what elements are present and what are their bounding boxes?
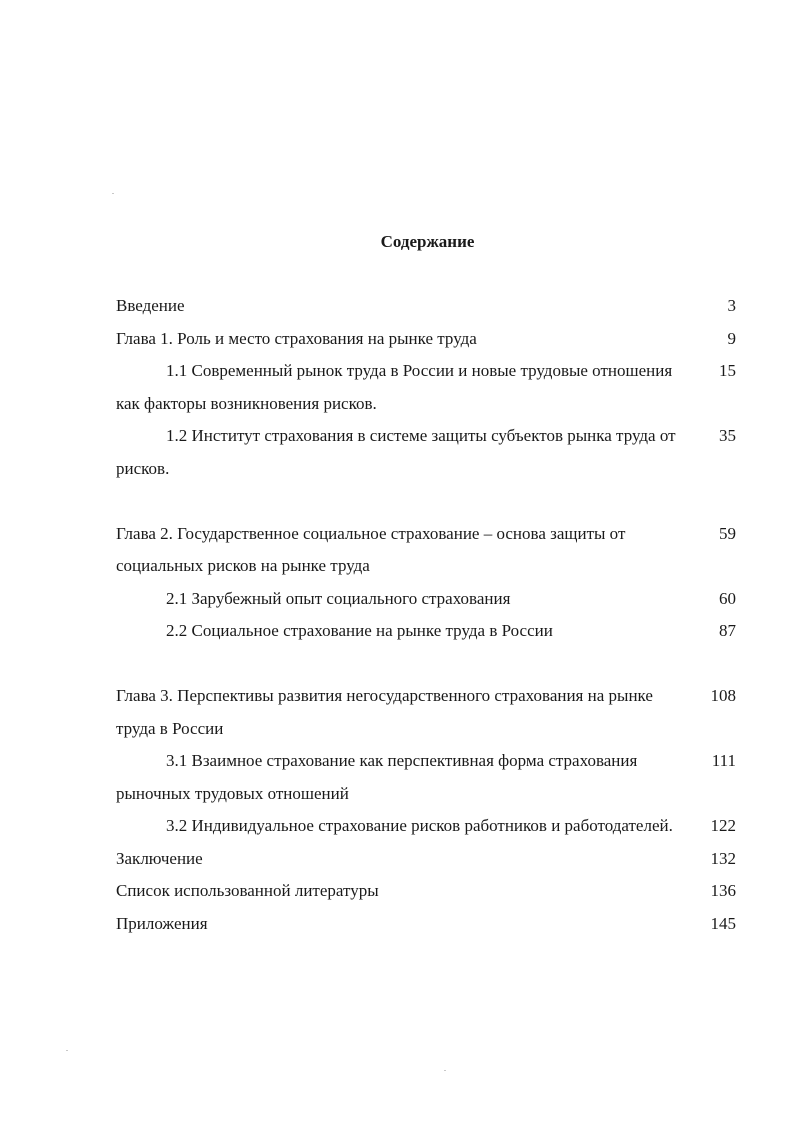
- toc-entry-section-3-1: [116, 745, 736, 810]
- toc-entry-page: 59: [719, 523, 736, 543]
- toc-entry-text: 1.1 Современный рынок труда в России и новые трудовые отношения как факторы возникновения рисков.: [116, 361, 673, 413]
- toc-entry-chapter-2: [116, 518, 736, 583]
- table-of-contents: [116, 290, 736, 940]
- spacer: [116, 485, 736, 518]
- toc-entry-chapter-1: [116, 323, 736, 356]
- toc-entry-text: Глава 2. Государственное социальное страхование – основа защиты от социальных рисков на рынке труда: [116, 523, 626, 575]
- toc-entry-section-1-2: [116, 420, 736, 485]
- toc-entry-page: 15: [719, 361, 736, 380]
- toc-entry-text: Заключение: [116, 848, 203, 868]
- toc-entry-text: 2.2 Социальное страхование на рынке труда в России: [166, 621, 553, 640]
- toc-entry-page: 111: [711, 751, 736, 770]
- toc-entry-text: Приложения: [116, 913, 208, 933]
- scan-speck: [444, 1070, 446, 1071]
- toc-entry-section-1-1: [116, 355, 736, 420]
- toc-entry-page: 145: [710, 913, 736, 933]
- toc-entry-text: Список использованной литературы: [116, 881, 379, 900]
- toc-entry-text: 2.1 Зарубежный опыт социального страхования: [166, 588, 511, 608]
- scan-speck: [66, 1050, 68, 1051]
- spacer: [116, 648, 736, 681]
- toc-entry-page: 136: [710, 881, 736, 900]
- toc-entry-text: Введение: [116, 296, 185, 315]
- page-title: Содержание: [380, 232, 475, 251]
- toc-entry-section-2-1: [116, 583, 736, 616]
- toc-entry-page: 87: [719, 621, 736, 640]
- toc-entry-text: 1.2 Институт страхования в системе защиты субъектов рынка труда от рисков.: [116, 426, 676, 478]
- toc-entry-bibliography: [116, 875, 736, 908]
- toc-entry-page: 122: [710, 816, 736, 835]
- toc-entry-conclusion: [116, 843, 736, 876]
- toc-entry-page: 60: [719, 588, 736, 608]
- toc-entry-appendices: [116, 908, 736, 941]
- toc-entry-text: 3.1 Взаимное страхование как перспективная форма страхования рыночных трудовых отношений: [116, 751, 638, 803]
- toc-entry-page: 108: [710, 686, 736, 705]
- toc-entry-section-3-2: [116, 810, 736, 843]
- toc-entry-page: 9: [727, 328, 736, 348]
- toc-entry-text: 3.2 Индивидуальное страхование рисков работников и работодателей.: [166, 816, 673, 835]
- toc-entry-section-2-2: [116, 615, 736, 648]
- toc-entry-page: 3: [727, 296, 736, 315]
- toc-entry-chapter-3: [116, 680, 736, 745]
- toc-entry-page: 35: [719, 426, 736, 445]
- toc-entry-page: 132: [710, 848, 736, 868]
- toc-entry-text: Глава 3. Перспективы развития негосударственного страхования на рынке труда в России: [116, 686, 653, 738]
- scan-speck: [112, 193, 114, 194]
- toc-entry-introduction: [116, 290, 736, 323]
- toc-entry-text: Глава 1. Роль и место страхования на рынке труда: [116, 328, 477, 348]
